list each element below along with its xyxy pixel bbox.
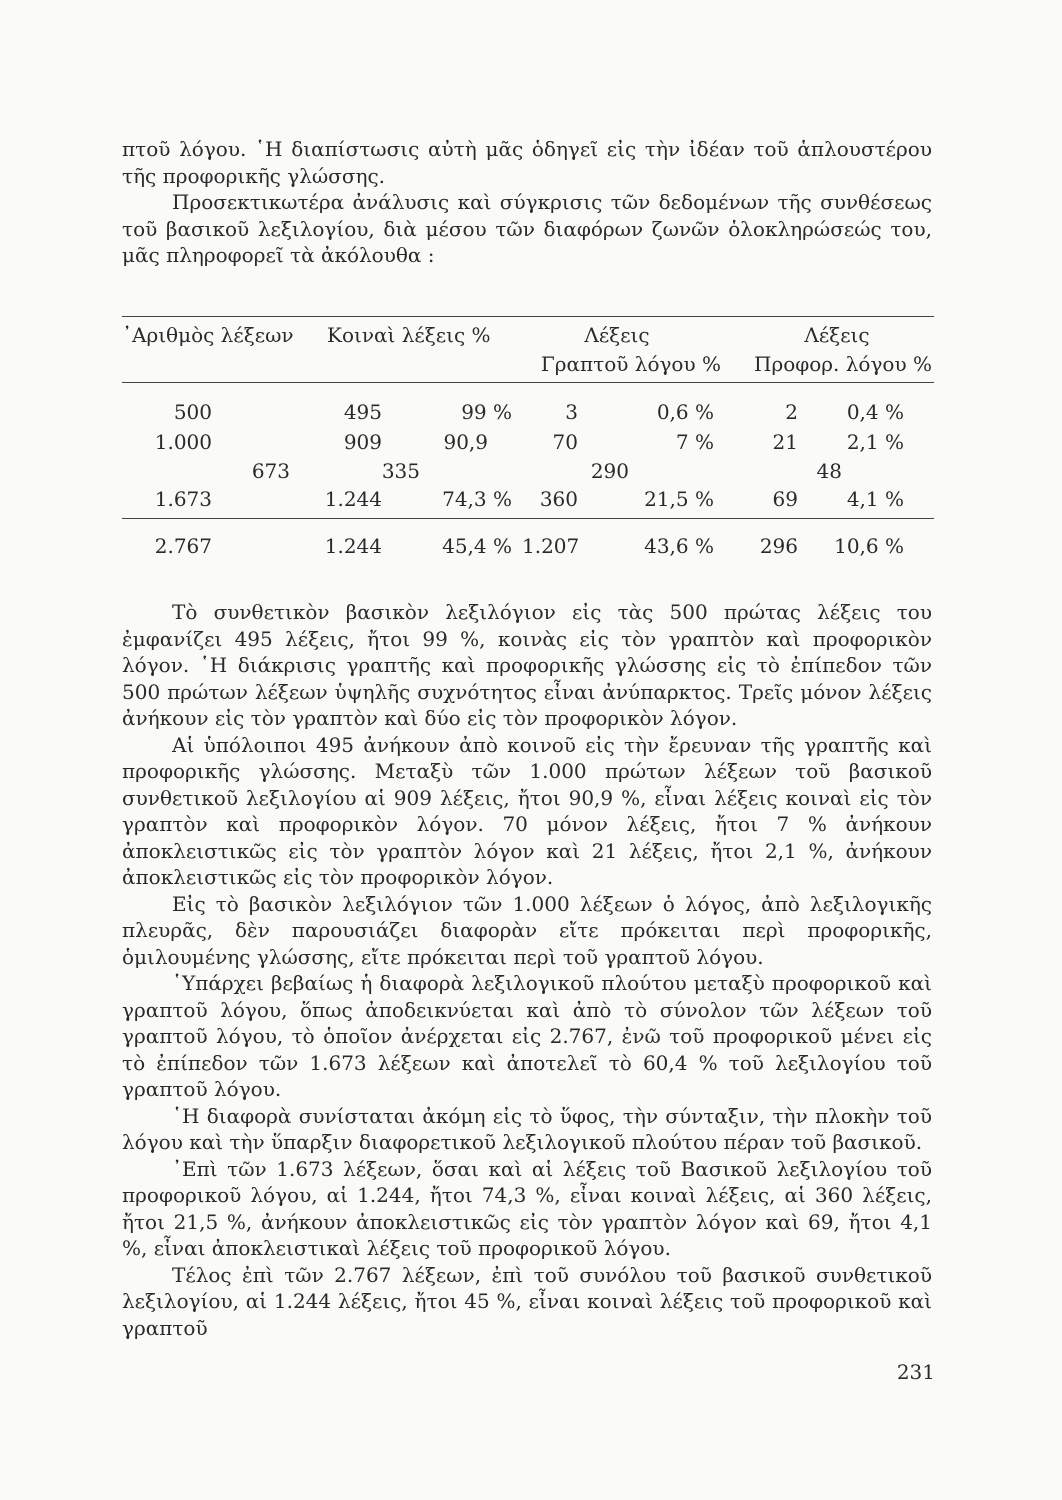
- cell-diff-common: 335: [381, 459, 420, 483]
- cell-written-pct: 0,6 %: [656, 400, 714, 424]
- paragraph: πτοῦ λόγου. ῾Η διαπίστωσις αὐτὴ μᾶς ὁδηγεῖ εἰς τὴν ἰδέαν τοῦ ἁπλουστέρου τῆς προφορικῆς γλώσσης.: [122, 137, 932, 188]
- cell-count: 2.767: [154, 534, 212, 558]
- cell-written: 70: [552, 430, 578, 454]
- header-rule: [122, 382, 934, 383]
- cell-written-pct: 7 %: [675, 430, 714, 454]
- cell-written-pct: 21,5 %: [644, 487, 714, 511]
- paragraph: Εἰς τὸ βασικὸν λεξιλόγιον τῶν 1.000 λέξεων ὁ λόγος, ἀπὸ λεξιλογικῆς πλευρᾶς, δὲν παρουσιάζει διαφορὰν εἴτε πρόκειται περὶ προφορικῆς, ὁμιλουμένης γλώσσης, εἴτε πρόκειται περὶ τοῦ γραπτοῦ λόγου.: [122, 891, 932, 969]
- cell-written: 1.207: [522, 534, 580, 558]
- cell-common: 495: [343, 400, 382, 424]
- paragraph: Τέλος ἐπὶ τῶν 2.767 λέξεων, ἐπὶ τοῦ συνόλου τοῦ βασικοῦ συνθετικοῦ λεξιλογίου, αἱ 1.244 λέξεις, ἤτοι 45 %, εἶναι κοιναὶ λέξεις τοῦ προφορικοῦ καὶ γραπτοῦ: [122, 1262, 932, 1340]
- cell-common-pct: 90,9: [443, 430, 488, 454]
- header-written: Λέξεις: [584, 323, 650, 347]
- header-oral: Λέξεις: [804, 323, 870, 347]
- header-oral-sub: Προφορ. λόγου %: [754, 352, 932, 376]
- cell-common: 1.244: [324, 534, 382, 558]
- header-written-sub: Γραπτοῦ λόγου %: [540, 352, 721, 376]
- cell-oral: 69: [772, 487, 798, 511]
- cell-oral-pct: 0,4 %: [846, 400, 904, 424]
- paragraph: Τὸ συνθετικὸν βασικὸν λεξιλόγιον εἰς τὰς 500 πρώτας λέξεις του ἐμφανίζει 495 λέξεις, ἤτοι 99 %, κοινὰς εἰς τὸν γραπτὸν καὶ προφορικὸν λόγον. ῾Η διάκρισις γραπτῆς καὶ προφορικῆς γλώσσης εἰς τὸ ἐπίπεδον τῶν 500 πρώτων λέξεων ὑψηλῆς συχνότητος εἶναι ἀνύπαρκτος. Τρεῖς μόνον λέξεις ἀνήκουν εἰς τὸν γραπτὸν καὶ δύο εἰς τὸν προφορικὸν λόγον.: [122, 600, 932, 730]
- total-rule: [122, 518, 934, 519]
- cell-count: 1.000: [154, 430, 212, 454]
- page-number: 231: [896, 1360, 935, 1384]
- paragraph: ῾Υπάρχει βεβαίως ἡ διαφορὰ λεξιλογικοῦ πλούτου μεταξὺ προφορικοῦ καὶ γραπτοῦ λόγου, ὅπως ἀποδεικνύεται καὶ ἀπὸ τὸ σύνολον τῶν λέξεων τοῦ γραπτοῦ λόγου, τὸ ὁποῖον ἀνέρχεται εἰς 2.767, ἐνῶ τοῦ προφορικοῦ μένει εἰς τὸ ἐπίπεδον τῶν 1.673 λέξεων καὶ ἀποτελεῖ τὸ 60,4 % τοῦ λεξιλογίου τοῦ γραπτοῦ λόγου.: [122, 971, 932, 1101]
- paragraph: Αἱ ὑπόλοιποι 495 ἀνήκουν ἀπὸ κοινοῦ εἰς τὴν ἔρευναν τῆς γραπτῆς καὶ προφορικῆς γλώσσης. Μεταξὺ τῶν 1.000 πρώτων λέξεων τοῦ βασικοῦ συνθετικοῦ λεξιλογίου αἱ 909 λέξεις, ἤτοι 90,9 %, εἶναι λέξεις κοιναὶ εἰς τὸν γραπτὸν καὶ προφορικὸν λόγον. 70 μόνον λέξεις, ἤτοι 7 % ἀνήκουν ἀποκλειστικῶς εἰς τὸν γραπτὸν λόγον καὶ 21 λέξεις, ἤτοι 2,1 %, ἀνήκουν ἀποκλειστικῶς εἰς τὸν προφορικὸν λόγον.: [122, 732, 932, 889]
- cell-oral: 296: [759, 534, 798, 558]
- cell-written-pct: 43,6 %: [644, 534, 714, 558]
- cell-common-pct: 99 %: [461, 400, 512, 424]
- paragraph: ῾Η διαφορὰ συνίσταται ἀκόμη εἰς τὸ ὕφος, τὴν σύνταξιν, τὴν πλοκὴν τοῦ λόγου καὶ τὴν ὕπαρξιν διαφορετικοῦ λεξιλογικοῦ πλούτου πέραν τοῦ βασικοῦ.: [122, 1103, 932, 1154]
- cell-count: 500: [173, 400, 212, 424]
- paragraph: Προσεκτικωτέρα ἀνάλυσις καὶ σύγκρισις τῶν δεδομένων τῆς συνθέσεως τοῦ βασικοῦ λεξιλογίου, διὰ μέσου τῶν διαφόρων ζωνῶν ὁλοκληρώσεώς του, μᾶς πληροφορεῖ τὰ ἀκόλουθα :: [122, 190, 932, 267]
- cell-oral: 21: [772, 430, 798, 454]
- paragraph: ᾿Επὶ τῶν 1.673 λέξεων, ὅσαι καὶ αἱ λέξεις τοῦ Βασικοῦ λεξιλογίου τοῦ προφορικοῦ λόγου, αἱ 1.244, ἤτοι 74,3 %, εἶναι κοιναὶ λέξεις, αἱ 360 λέξεις, ἤτοι 21,5 %, ἀνήκουν ἀποκλειστικῶς εἰς τὸν γραπτὸν λόγον καὶ 69, ἤτοι 4,1 %, εἶναι ἀποκλειστικαὶ λέξεις τοῦ προφορικοῦ λόγου.: [122, 1156, 932, 1260]
- cell-oral-pct: 2,1 %: [846, 430, 904, 454]
- intro-text: [122, 136, 932, 269]
- body-text: [122, 599, 932, 1341]
- cell-diff-written: 290: [590, 459, 629, 483]
- cell-common-pct: 74,3 %: [442, 487, 512, 511]
- cell-oral-pct: 10,6 %: [834, 534, 904, 558]
- cell-common-pct: 45,4 %: [442, 534, 512, 558]
- cell-diff-oral: 48: [816, 459, 842, 483]
- header-word-count: ᾿Αριθμὸς λέξεων: [122, 323, 294, 347]
- cell-common: 909: [343, 430, 382, 454]
- cell-written: 360: [539, 487, 578, 511]
- cell-diff-count: 673: [251, 459, 290, 483]
- cell-oral: 2: [785, 400, 798, 424]
- header-common-words: Κοιναὶ λέξεις %: [327, 323, 491, 347]
- table-top-rule: [122, 316, 934, 317]
- cell-count: 1.673: [154, 487, 212, 511]
- cell-oral-pct: 4,1 %: [846, 487, 904, 511]
- cell-written: 3: [565, 400, 578, 424]
- cell-common: 1.244: [324, 487, 382, 511]
